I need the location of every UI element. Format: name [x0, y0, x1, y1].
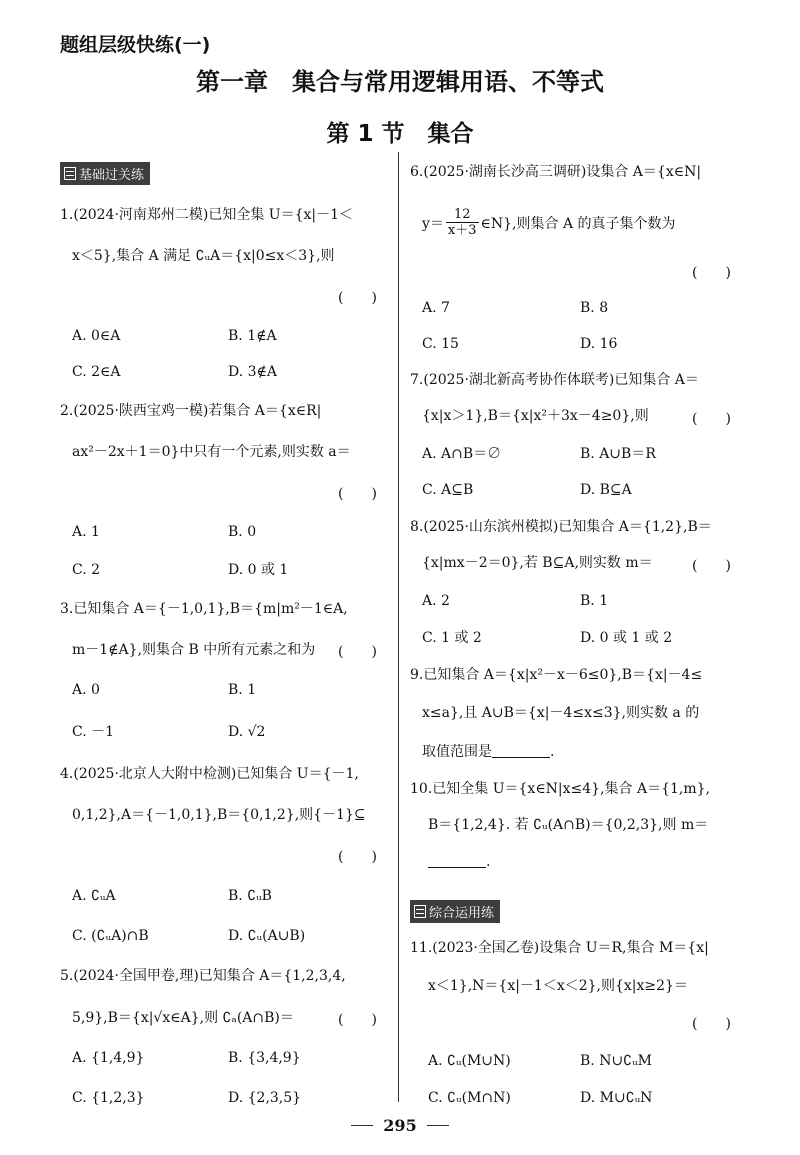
q6-fraction — [446, 207, 479, 238]
q1-option-c: C. 2∈A — [72, 364, 121, 380]
q11-line-2: x＜1},N＝{x|－1＜x＜2},则{x|x≥2}＝ — [428, 978, 688, 994]
q7-option-b: B. A∪B＝R — [580, 446, 656, 462]
q9-answer-blank[interactable] — [492, 743, 550, 758]
page-number-value: 295 — [383, 1116, 417, 1135]
q1-option-d: D. 3∉A — [228, 364, 278, 380]
q3-line-1: 3.已知集合 A＝{－1,0,1},B＝{m|m²－1∈A, — [60, 601, 348, 617]
q6-line-2-rest: ∈N},则集合 A 的真子集个数为 — [480, 215, 676, 232]
q8-option-a: A. 2 — [422, 593, 450, 609]
q6-fraction-numerator: 12 — [446, 207, 479, 223]
q8-answer-paren: ( ) — [692, 558, 731, 574]
q8-line-2: {x|mx－2＝0},若 B⊆A,则实数 m＝ — [422, 555, 653, 571]
q6-option-d: D. 16 — [580, 336, 618, 352]
q9-line-3 — [422, 742, 554, 762]
q3-option-a: A. 0 — [72, 682, 100, 698]
q1-line-1: 1.(2024·河南郑州二模)已知全集 U＝{x|－1＜ — [60, 207, 354, 223]
comprehensive-practice-tag — [410, 900, 500, 923]
q4-answer-paren: ( ) — [338, 849, 377, 865]
q6-fraction-denominator: x＋3 — [447, 223, 477, 238]
page-number-dash-right — [427, 1125, 449, 1126]
q7-line-1: 7.(2025·湖北新高考协作体联考)已知集合 A＝ — [410, 372, 699, 388]
q3-line-2: m－1∉A},则集合 B 中所有元素之和为 — [72, 642, 316, 658]
q10-answer-blank[interactable] — [428, 853, 486, 868]
q2-option-b: B. 0 — [228, 524, 257, 540]
q4-line-2: 0,1,2},A＝{－1,0,1},B＝{0,1,2},则{－1}⊆ — [72, 807, 366, 823]
basic-practice-label: 基础过关练 — [79, 168, 145, 183]
chapter-title: 第一章 集合与常用逻辑用语、不等式 — [196, 68, 604, 96]
q5-answer-paren: ( ) — [338, 1012, 377, 1028]
q9-line-2: x≤a},且 A∪B＝{x|－4≤x≤3},则实数 a 的 — [422, 705, 700, 721]
q11-option-d: D. M∪∁ᵤN — [580, 1090, 653, 1106]
q6-line-1: 6.(2025·湖南长沙高三调研)设集合 A＝{x∈N| — [410, 164, 702, 180]
q4-option-b: B. ∁ᵤB — [228, 888, 272, 904]
q8-option-d: D. 0 或 1 或 2 — [580, 630, 673, 646]
q2-answer-paren: ( ) — [338, 486, 377, 502]
q11-line-1: 11.(2023·全国乙卷)设集合 U＝R,集合 M＝{x| — [410, 940, 709, 956]
q7-option-c: C. A⊆B — [422, 482, 474, 498]
q11-option-b: B. N∪∁ᵤM — [580, 1053, 652, 1069]
q11-answer-paren: ( ) — [692, 1016, 731, 1032]
q6-option-c: C. 15 — [422, 336, 459, 352]
notebook-icon — [414, 905, 426, 918]
basic-practice-tag — [60, 162, 150, 185]
q2-option-c: C. 2 — [72, 562, 101, 578]
q3-option-d: D. √2 — [228, 724, 266, 740]
q7-line-2: {x|x＞1},B＝{x|x²＋3x－4≥0},则 — [422, 408, 649, 424]
q6-answer-paren: ( ) — [692, 265, 731, 281]
q6-line-2 — [422, 207, 676, 238]
q5-line-1: 5.(2024·全国甲卷,理)已知集合 A＝{1,2,3,4, — [60, 968, 346, 984]
q2-option-d: D. 0 或 1 — [228, 562, 289, 578]
series-title: 题组层级快练(一) — [60, 34, 211, 56]
q4-line-1: 4.(2025·北京人大附中检测)已知集合 U＝{－1, — [60, 766, 359, 782]
q3-answer-paren: ( ) — [338, 644, 377, 660]
q7-option-a: A. A∩B＝∅ — [422, 446, 502, 462]
column-divider — [398, 152, 399, 1102]
q9-line-3-text: 取值范围是 — [422, 744, 492, 760]
q4-option-c: C. (∁ᵤA)∩B — [72, 928, 149, 944]
q8-option-b: B. 1 — [580, 593, 609, 609]
q8-line-1: 8.(2025·山东滨州模拟)已知集合 A＝{1,2},B＝ — [410, 519, 712, 535]
q9-line-3-period: . — [550, 744, 555, 760]
q5-option-a: A. {1,4,9} — [72, 1050, 145, 1066]
q7-answer-paren: ( ) — [692, 411, 731, 427]
q1-line-2: x＜5},集合 A 满足 ∁ᵤA＝{x|0≤x＜3},则 — [72, 248, 335, 264]
q1-option-a: A. 0∈A — [72, 328, 121, 344]
q5-option-b: B. {3,4,9} — [228, 1050, 301, 1066]
q11-option-a: A. ∁ᵤ(M∪N) — [428, 1053, 511, 1069]
q3-option-b: B. 1 — [228, 682, 257, 698]
q5-line-2: 5,9},B＝{x|√x∈A},则 ∁ₐ(A∩B)＝ — [72, 1010, 294, 1026]
q10-line-3-period: . — [486, 854, 491, 870]
q4-option-a: A. ∁ᵤA — [72, 888, 116, 904]
q10-line-3 — [428, 852, 490, 872]
q3-option-c: C. －1 — [72, 724, 115, 740]
page-number — [0, 1116, 800, 1135]
q5-option-d: D. {2,3,5} — [228, 1090, 302, 1106]
q2-line-1: 2.(2025·陕西宝鸡一模)若集合 A＝{x∈R| — [60, 403, 322, 419]
section-title: 第 1 节 集合 — [326, 121, 474, 147]
comprehensive-practice-label: 综合运用练 — [429, 906, 495, 921]
q5-option-c: C. {1,2,3} — [72, 1090, 145, 1106]
q11-option-c: C. ∁ᵤ(M∩N) — [428, 1090, 511, 1106]
q8-option-c: C. 1 或 2 — [422, 630, 482, 646]
q7-option-d: D. B⊆A — [580, 482, 632, 498]
q1-answer-paren: ( ) — [338, 290, 377, 306]
notebook-icon — [64, 167, 76, 180]
q6-y-equals: y＝ — [422, 215, 444, 232]
q1-option-b: B. 1∉A — [228, 328, 277, 344]
q6-option-b: B. 8 — [580, 300, 609, 316]
q9-line-1: 9.已知集合 A＝{x|x²－x－6≤0},B＝{x|－4≤ — [410, 667, 703, 683]
q6-option-a: A. 7 — [422, 300, 450, 316]
q10-line-2: B＝{1,2,4}. 若 ∁ᵤ(A∩B)＝{0,2,3},则 m＝ — [428, 817, 709, 833]
page-number-dash-left — [351, 1125, 373, 1126]
q2-line-2: ax²－2x＋1＝0}中只有一个元素,则实数 a＝ — [72, 444, 351, 460]
q2-option-a: A. 1 — [72, 524, 100, 540]
q4-option-d: D. ∁ᵤ(A∪B) — [228, 928, 306, 944]
q10-line-1: 10.已知全集 U＝{x∈N|x≤4},集合 A＝{1,m}, — [410, 781, 710, 797]
